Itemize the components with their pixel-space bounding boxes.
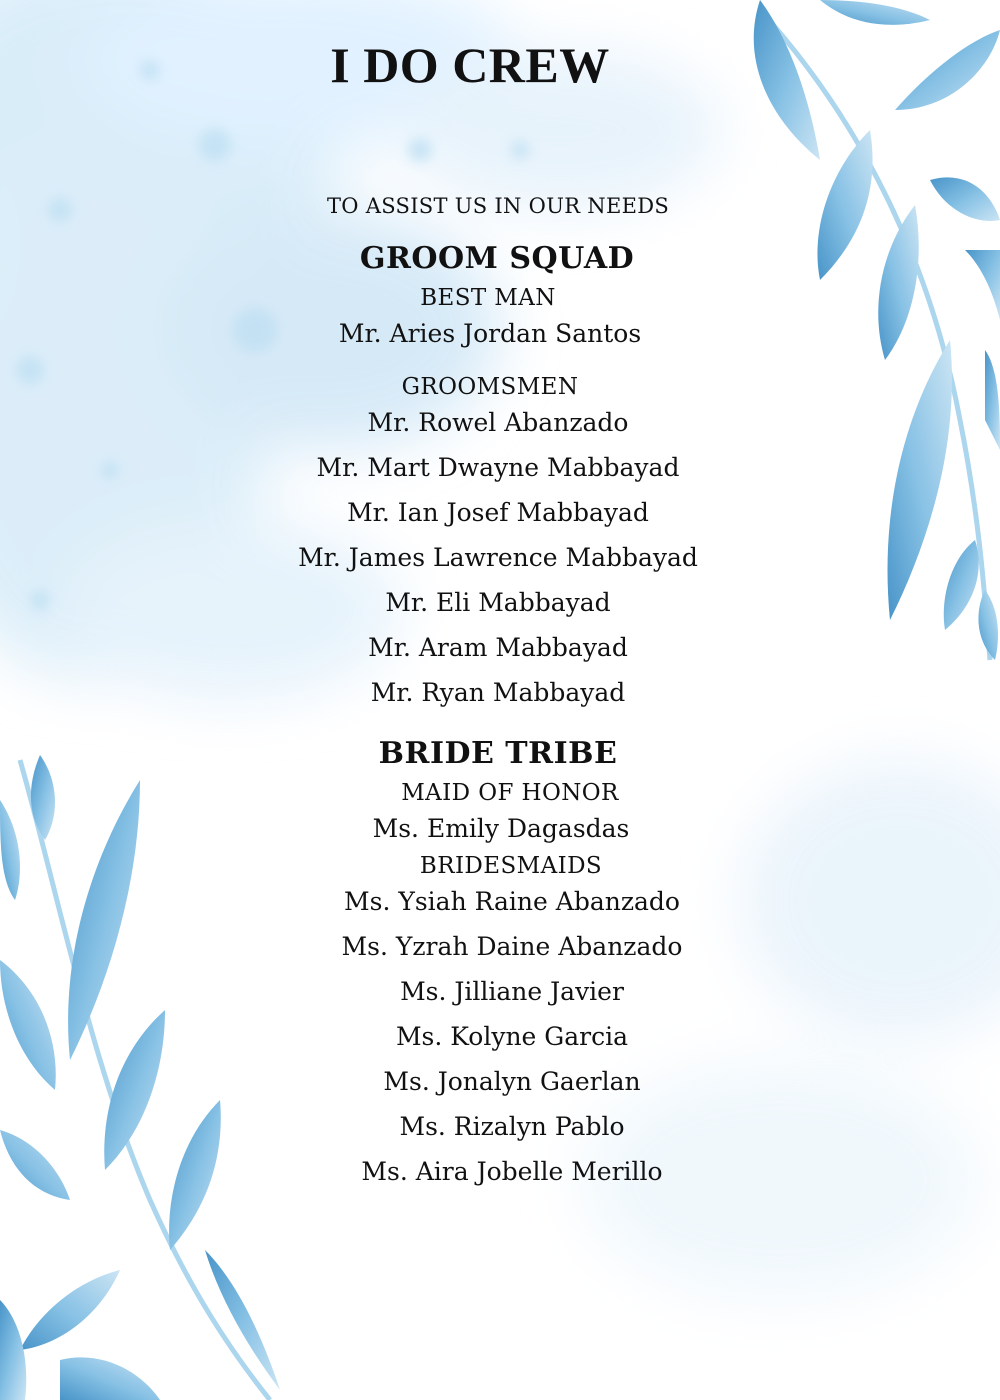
bride-tribe-heading: BRIDE TRIBE <box>378 736 618 771</box>
maid-of-honor-label: MAID OF HONOR <box>401 780 619 806</box>
bridesmaids-label: BRIDESMAIDS <box>419 853 603 879</box>
page-subtitle: TO ASSIST US IN OUR NEEDS <box>326 194 670 218</box>
page-title: I DO CREW <box>330 37 610 93</box>
groomsman-name: Mr. Rowel Abanzado <box>367 408 629 437</box>
groomsman-name: Mr. Aram Mabbayad <box>368 633 628 662</box>
maid-of-honor-name: Ms. Emily Dagasdas <box>372 814 630 843</box>
groomsman-name: Mr. Ian Josef Mabbayad <box>347 498 649 527</box>
bridesmaid-name: Ms. Rizalyn Pablo <box>399 1112 625 1141</box>
best-man-label: BEST MAN <box>420 285 556 311</box>
groom-squad-heading: GROOM SQUAD <box>359 241 635 276</box>
bridesmaid-name: Ms. Aira Jobelle Merillo <box>361 1157 663 1186</box>
groomsmen-label: GROOMSMEN <box>401 374 579 400</box>
groomsman-name: Mr. Mart Dwayne Mabbayad <box>316 453 680 482</box>
bridesmaid-name: Ms. Jilliane Javier <box>400 977 624 1006</box>
bridesmaid-name: Ms. Kolyne Garcia <box>395 1022 629 1051</box>
best-man-name: Mr. Aries Jordan Santos <box>338 319 642 348</box>
bridesmaid-name: Ms. Yzrah Daine Abanzado <box>341 932 683 961</box>
groomsman-name: Mr. Eli Mabbayad <box>385 588 611 617</box>
groomsman-name: Mr. James Lawrence Mabbayad <box>298 543 698 572</box>
groomsman-name: Mr. Ryan Mabbayad <box>370 678 626 707</box>
bridesmaid-name: Ms. Jonalyn Gaerlan <box>383 1067 641 1096</box>
bridesmaid-name: Ms. Ysiah Raine Abanzado <box>344 887 680 916</box>
